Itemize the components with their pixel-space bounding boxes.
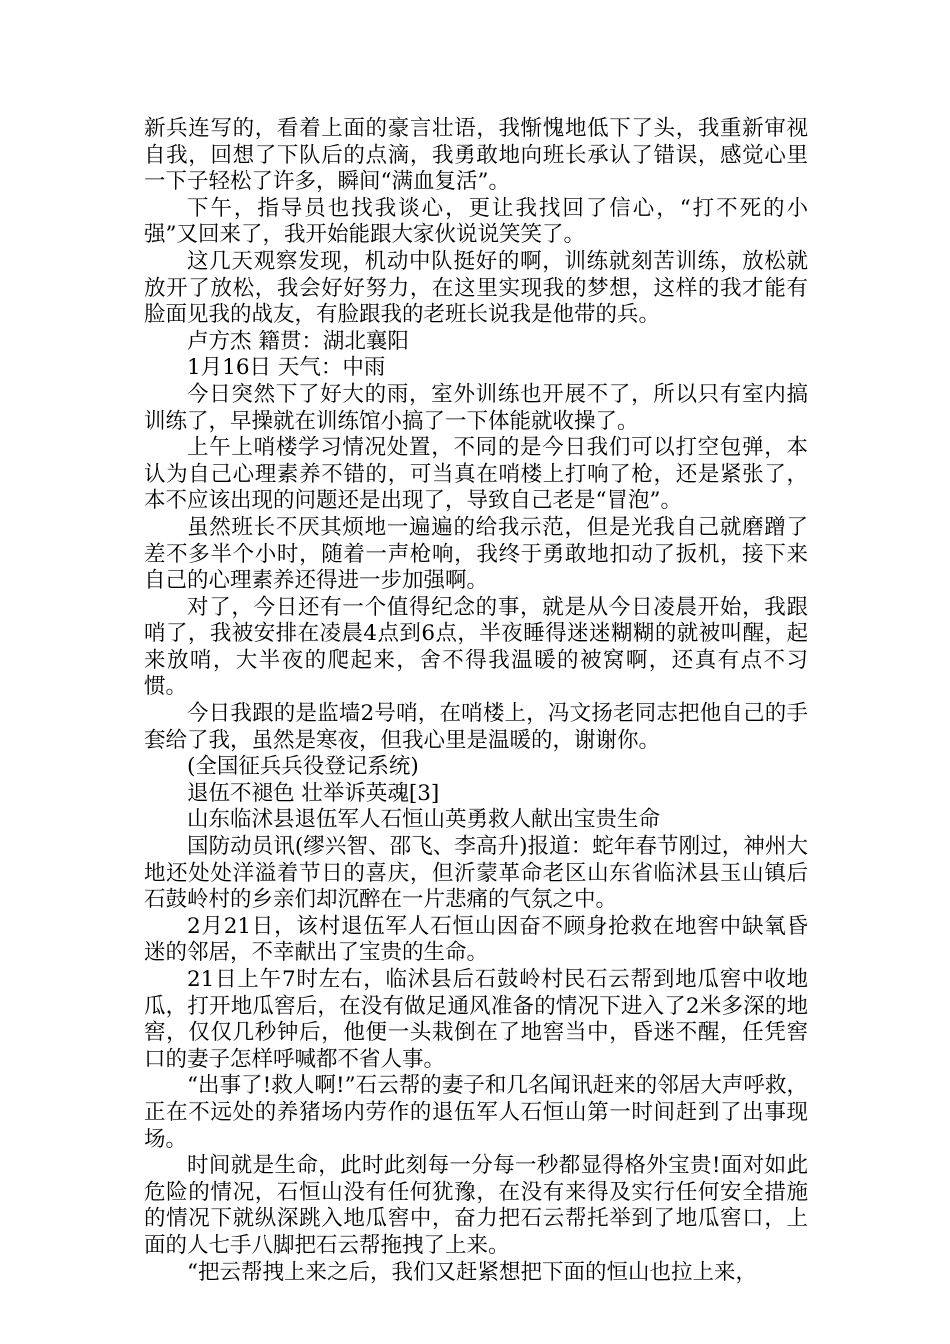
paragraph: “把云帮拽上来之后，我们又赶紧想把下面的恒山也拉上来， <box>187 1259 757 1285</box>
paragraph: 今日我跟的是监墙2号哨，在哨楼上，冯文扬老同志把他自己的手套给了我，虽然是寒夜，但我心里是温暖的，谢谢你。 <box>144 701 808 753</box>
paragraph: 国防动员讯(缪兴智、邵飞、李高升)报道：蛇年春节刚过，神州大地还处处洋溢着节日的喜庆，但沂蒙革命老区山东省临沭县玉山镇后石鼓岭村的乡亲们却沉醉在一片悲痛的气氛之中。 <box>144 834 808 913</box>
paragraph: 2月21日，该村退伍军人石恒山因奋不顾身抢救在地窖中缺氧昏迷的邻居，不幸献出了宝贵的生命。 <box>144 913 808 966</box>
document-page <box>144 116 808 1286</box>
paragraph: 下午，指导员也找我谈心，更让我找回了信心，“打不死的小强”又回来了，我开始能跟大家伙说说笑笑了。 <box>144 195 808 248</box>
paragraph: 今日突然下了好大的雨，室外训练也开展不了，所以只有室内搞训练了，早操就在训练馆小搞了一下体能就收操了。 <box>144 381 808 434</box>
paragraph: 21日上午7时左右，临沭县后石鼓岭村民石云帮到地瓜窖中收地瓜，打开地瓜窖后，在没有做足通风准备的情况下进入了2米多深的地窖，仅仅几秒钟后，他便一头栽倒在了地窖当中，昏迷不醒，任凭窖口的妻子怎样呼喊都不省人事。 <box>144 967 808 1072</box>
paragraph: 时间就是生命，此时此刻每一分每一秒都显得格外宝贵!面对如此危险的情况，石恒山没有任何犹豫，在没有来得及实行任何安全措施的情况下就纵深跳入地瓜窖中，奋力把石云帮托举到了地瓜窖口，上面的人七手八脚把石云帮拖拽了上来。 <box>144 1153 808 1258</box>
paragraph: 上午上哨楼学习情况处置，不同的是今日我们可以打空包弹，本认为自己心理素养不错的，可当真在哨楼上打响了枪，还是紧张了，本不应该出现的问题还是出现了，导致自己老是“冒泡”。 <box>144 435 808 514</box>
paragraph: 对了，今日还有一个值得纪念的事，就是从今日凌晨开始，我跟哨了，我被安排在凌晨4点到6点，半夜睡得迷迷糊糊的就被叫醒，起来放哨，大半夜的爬起来，舍不得我温暖的被窝啊，还真有点不习惯。 <box>144 594 808 700</box>
paragraph: 虽然班长不厌其烦地一遍遍的给我示范，但是光我自己就磨蹭了差不多半个小时，随着一声枪响，我终于勇敢地扣动了扳机，接下来自己的心理素养还得进一步加强啊。 <box>144 514 808 594</box>
paragraph: “出事了!救人啊!”石云帮的妻子和几名闻讯赶来的邻居大声呼救，正在不远处的养猪场内劳作的退伍军人石恒山第一时间赶到了出事现场。 <box>144 1073 808 1152</box>
source-note: (全国征兵兵役登记系统) <box>187 754 419 780</box>
paragraph: 这几天观察发现，机动中队挺好的啊，训练就刻苦训练，放松就放开了放松，我会好好努力，在这里实现我的梦想，这样的我才能有脸面见我的战友，有脸跟我的老班长说我是他带的兵。 <box>144 248 808 328</box>
article-headline: 山东临沭县退伍军人石恒山英勇救人献出宝贵生命 <box>187 807 661 833</box>
section-title: 退伍不褪色 壮举诉英魂[3] <box>187 780 440 806</box>
paragraph: 新兵连写的，看着上面的豪言壮语，我惭愧地低下了头，我重新审视自我，回想了下队后的点滴，我勇敢地向班长承认了错误，感觉心里一下子轻松了许多，瞬间“满血复活”。 <box>144 116 808 195</box>
date-weather-line: 1月16日 天气：中雨 <box>187 355 386 381</box>
author-line: 卢方杰 籍贯：湖北襄阳 <box>187 328 409 354</box>
